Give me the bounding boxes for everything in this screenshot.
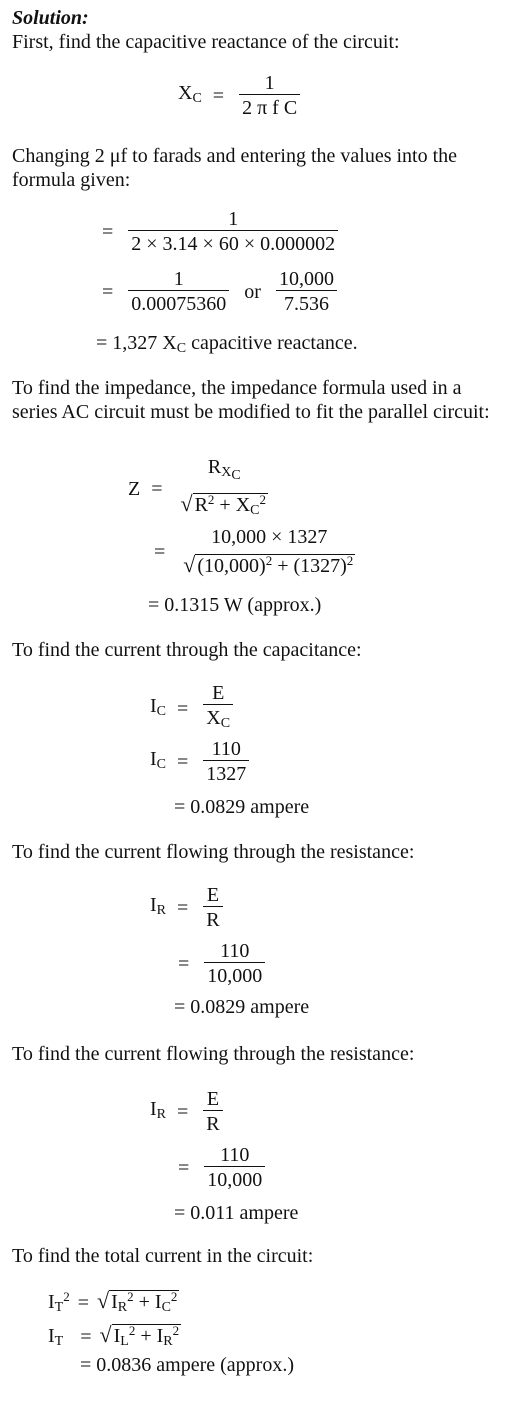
or-text: or	[244, 280, 261, 303]
reactance-formula	[178, 72, 304, 119]
fraction: $\frac{1}{2 \times 3.14 \times 60 \times 0.000002}$	[128, 208, 338, 255]
fraction: $R_{X_C}$ √ $R^2 + X_C^2$	[180, 456, 266, 518]
fraction: 10,000 × 1327 √ $(10,000)^2 + (1327)^2$	[183, 526, 354, 577]
substitution-step: = $\frac{1}{2 \times 3.14 \times 60 \times 0.000002}$	[96, 208, 342, 255]
reactance-result: = 1,327 $X_C$ capacitive reactance.	[96, 332, 358, 356]
ir-formula-2: $I_R$ = $\frac{E}{R}$	[150, 1088, 227, 1135]
total-current-text: To find the total current in the circuit:	[12, 1245, 314, 1267]
impedance-result: = 0.1315 W (approx.)	[148, 594, 322, 616]
fraction: $\frac{110}{10,000}$	[204, 940, 265, 987]
resistance-current-text-2: To find the current flowing through the resistance:	[12, 1043, 415, 1065]
fraction: $\frac{10,000}{7.536}$	[276, 268, 337, 315]
solution-heading: Solution:	[12, 7, 89, 29]
ic-substitution: $I_C$ = $\frac{110}{1327}$	[150, 738, 253, 785]
impedance-text: To find the impedance, the impedance formula used in a series AC circuit must be modified to fit the parallel circuit:	[12, 377, 490, 423]
solution-section	[12, 6, 507, 54]
impedance-formula: Z = $R_{X_C}$ √ $R^2 + X_C^2$	[128, 456, 275, 522]
fraction: $\frac{E}{R}$	[203, 884, 222, 931]
ir-result-2: = 0.011 ampere	[174, 1202, 299, 1224]
resistance-current-text-1: To find the current flowing through the resistance:	[12, 841, 415, 863]
xc-symbol: $X_C$	[178, 81, 202, 106]
it-formula: $I_T$ = √ $I_L^2 + I_R^2$	[48, 1322, 180, 1349]
impedance-substitution: = 10,000 × 1327 √ $(10,000)^2 + (1327)^2$	[148, 526, 362, 577]
ir-formula-1: $I_R$ = $\frac{E}{R}$	[150, 884, 227, 931]
intro-text: First, find the capacitive reactance of the circuit:	[12, 31, 400, 53]
it-squared-formula: $I_T^2$ = √ $I_R^2 + I_C^2$	[48, 1288, 178, 1315]
ir-substitution-2: = $\frac{110}{10,000}$	[172, 1144, 269, 1191]
fraction: $\frac{E}{R}$	[203, 1088, 222, 1135]
fraction: $\frac{1}{\text{2 π f C}}$	[239, 72, 300, 119]
ir-result-1: = 0.0829 ampere	[174, 996, 310, 1018]
capacitance-current-text: To find the current through the capacitance:	[12, 639, 362, 661]
equals-sign: =	[212, 84, 225, 107]
fraction: $\frac{110}{10,000}$	[204, 1144, 265, 1191]
fraction: $\frac{E}{X_C}$	[203, 682, 233, 735]
conversion-text: Changing 2 μf to farads and entering the values into the formula given:	[12, 145, 458, 191]
ic-formula: $I_C$ = $\frac{E}{X_C}$	[150, 682, 237, 735]
ic-result: = 0.0829 ampere	[174, 796, 310, 818]
it-result: = 0.0836 ampere (approx.)	[80, 1354, 294, 1376]
ir-substitution-1: = $\frac{110}{10,000}$	[172, 940, 269, 987]
simplification-step: = $\frac{1}{0.00075360}$ or $\frac{10,000}{7.536}$	[96, 268, 341, 315]
fraction: $\frac{110}{1327}$	[203, 738, 249, 785]
fraction: $\frac{1}{0.00075360}$	[128, 268, 229, 315]
